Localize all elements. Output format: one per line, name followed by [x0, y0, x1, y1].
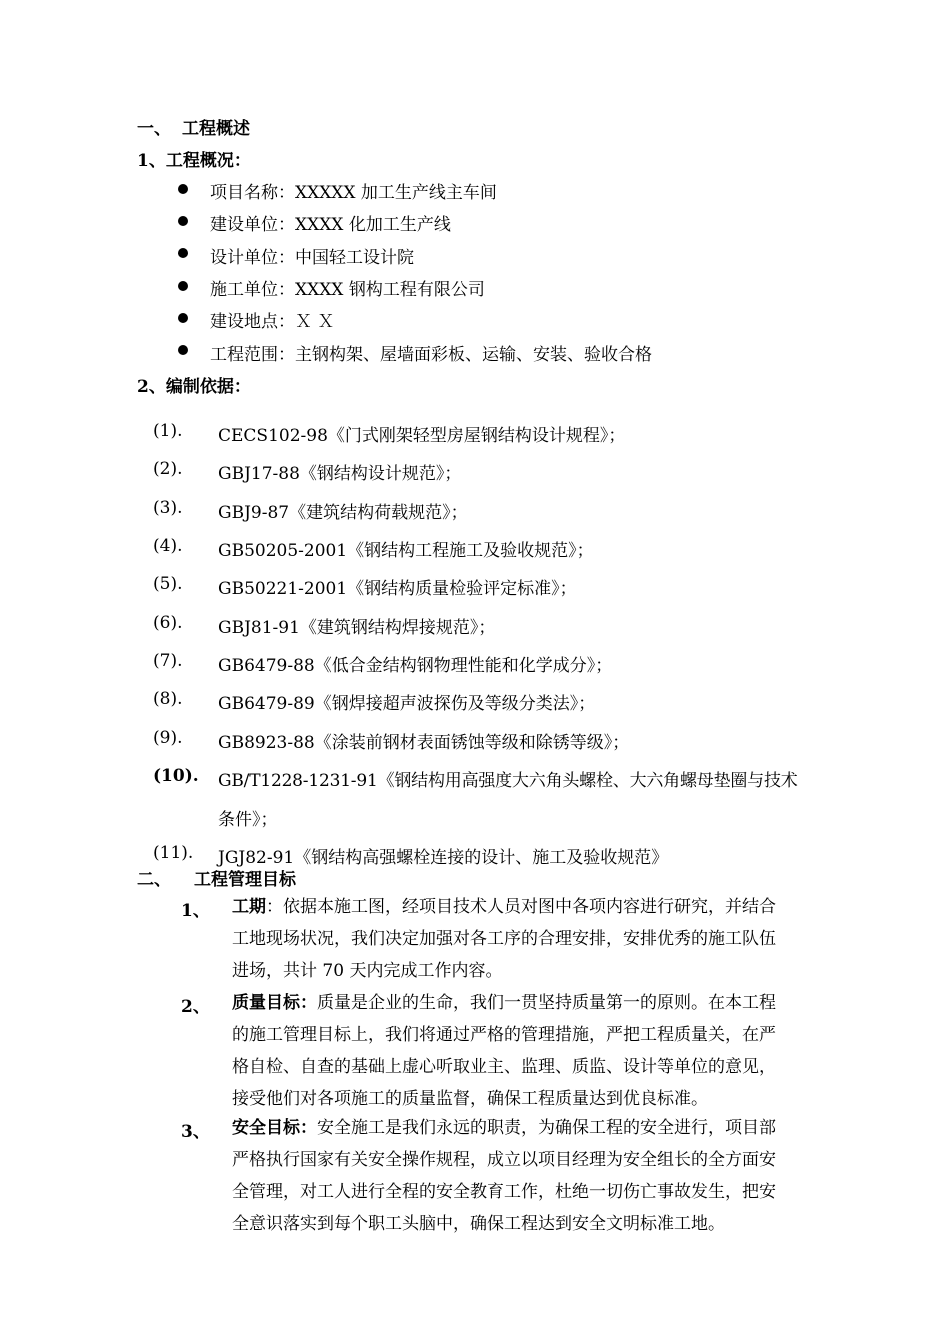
goal-number: 2、 [181, 997, 210, 1017]
ref-text-continued: 条件》； [218, 810, 278, 830]
list-item: 项目名称：XXXXX 加工生产线主车间 [210, 183, 497, 203]
ref-text: GBJ17-88《钢结构设计规范》； [218, 464, 462, 484]
bullet-dot [178, 345, 188, 355]
goal-item-quality: 质量目标：质量是企业的生命，我们一贯坚持质量第一的原则。在本工程 的施工管理目标上，我们将通过严格的管理措施，严把工程质量关，在严 格自检、自查的基础上虚心听取业主、监理、质监、设计等单位的意见， 接受他们对各项施工的质量监督，确保工程质量达到优良标准。 [232, 993, 776, 1109]
ref-text: GBJ9-87《建筑结构荷载规范》； [218, 503, 468, 523]
bullet-dot [178, 313, 188, 323]
bullet-dot [178, 216, 188, 226]
ref-text: GB50205-2001《钢结构工程施工及验收规范》； [218, 541, 594, 561]
goal-item-safety: 安全目标：安全施工是我们永远的职责，为确保工程的安全进行，项目部 严格执行国家有关安全操作规程，成立以项目经理为安全组长的全方面安 全管理，对工人进行全程的安全教育工作，杜绝一切伤亡事故发生，把安 全意识落实到每个职工头脑中，确保工程达到安全文明标准工地。 [232, 1118, 776, 1234]
ref-number: (2). [153, 459, 183, 479]
goal-number: 3、 [181, 1122, 210, 1142]
ref-text: GBJ81-91《建筑钢结构焊接规范》； [218, 618, 496, 638]
goal-number: 1、 [181, 901, 210, 921]
goal-item-schedule: 工期：依据本施工图，经项目技术人员对图中各项内容进行研究，并结合 工地现场状况，我们决定加强对各工序的合理安排，安排优秀的施工队伍 进场，共计 70 天内完成工作内容。 [232, 897, 776, 981]
ref-number: (9). [153, 728, 183, 748]
subsection-2-title: 2、编制依据： [137, 377, 251, 397]
section-1-number: 一、 [137, 119, 171, 139]
goal-label: 安全目标： [232, 1118, 317, 1138]
ref-number: (5). [153, 574, 183, 594]
list-item: 工程范围：主钢构架、屋墙面彩板、运输、安装、验收合格 [210, 345, 652, 365]
section-2-title: 工程管理目标 [194, 870, 296, 890]
ref-number: (10). [153, 766, 199, 786]
ref-text: GB8923-88《涂装前钢材表面锈蚀等级和除锈等级》； [218, 733, 630, 753]
ref-number: (4). [153, 536, 183, 556]
ref-number: (3). [153, 498, 183, 518]
list-item: 建设单位：XXXX 化加工生产线 [210, 215, 451, 235]
ref-text: GB6479-88《低合金结构钢物理性能和化学成分》； [218, 656, 613, 676]
ref-text: GB/T1228-1231-91《钢结构用高强度大六角头螺栓、大六角螺母垫圈与技术 [218, 771, 798, 791]
bullet-dot [178, 248, 188, 258]
ref-number: (11). [153, 843, 194, 863]
subsection-1-title: 1、工程概况： [137, 151, 251, 171]
section-2-number: 二、 [137, 870, 171, 890]
list-item: 设计单位：中国轻工设计院 [210, 248, 414, 268]
ref-number: (8). [153, 689, 183, 709]
bullet-dot [178, 184, 188, 194]
ref-number: (6). [153, 613, 183, 633]
ref-text: JGJ82-91《钢结构高强螺栓连接的设计、施工及验收规范》 [218, 848, 669, 868]
list-item: 施工单位：XXXX 钢构工程有限公司 [210, 280, 485, 300]
ref-text: CECS102-98《门式刚架轻型房屋钢结构设计规程》； [218, 426, 626, 446]
ref-text: GB50221-2001《钢结构质量检验评定标准》； [218, 579, 577, 599]
section-1-title: 工程概述 [182, 119, 250, 139]
bullet-dot [178, 281, 188, 291]
list-item: 建设地点：Ｘ Ｘ [210, 312, 335, 332]
ref-number: (7). [153, 651, 183, 671]
ref-number: (1). [153, 421, 183, 441]
goal-label: 质量目标： [232, 993, 317, 1013]
ref-text: GB6479-89《钢焊接超声波探伤及等级分类法》； [218, 694, 596, 714]
goal-label: 工期 [232, 897, 266, 917]
